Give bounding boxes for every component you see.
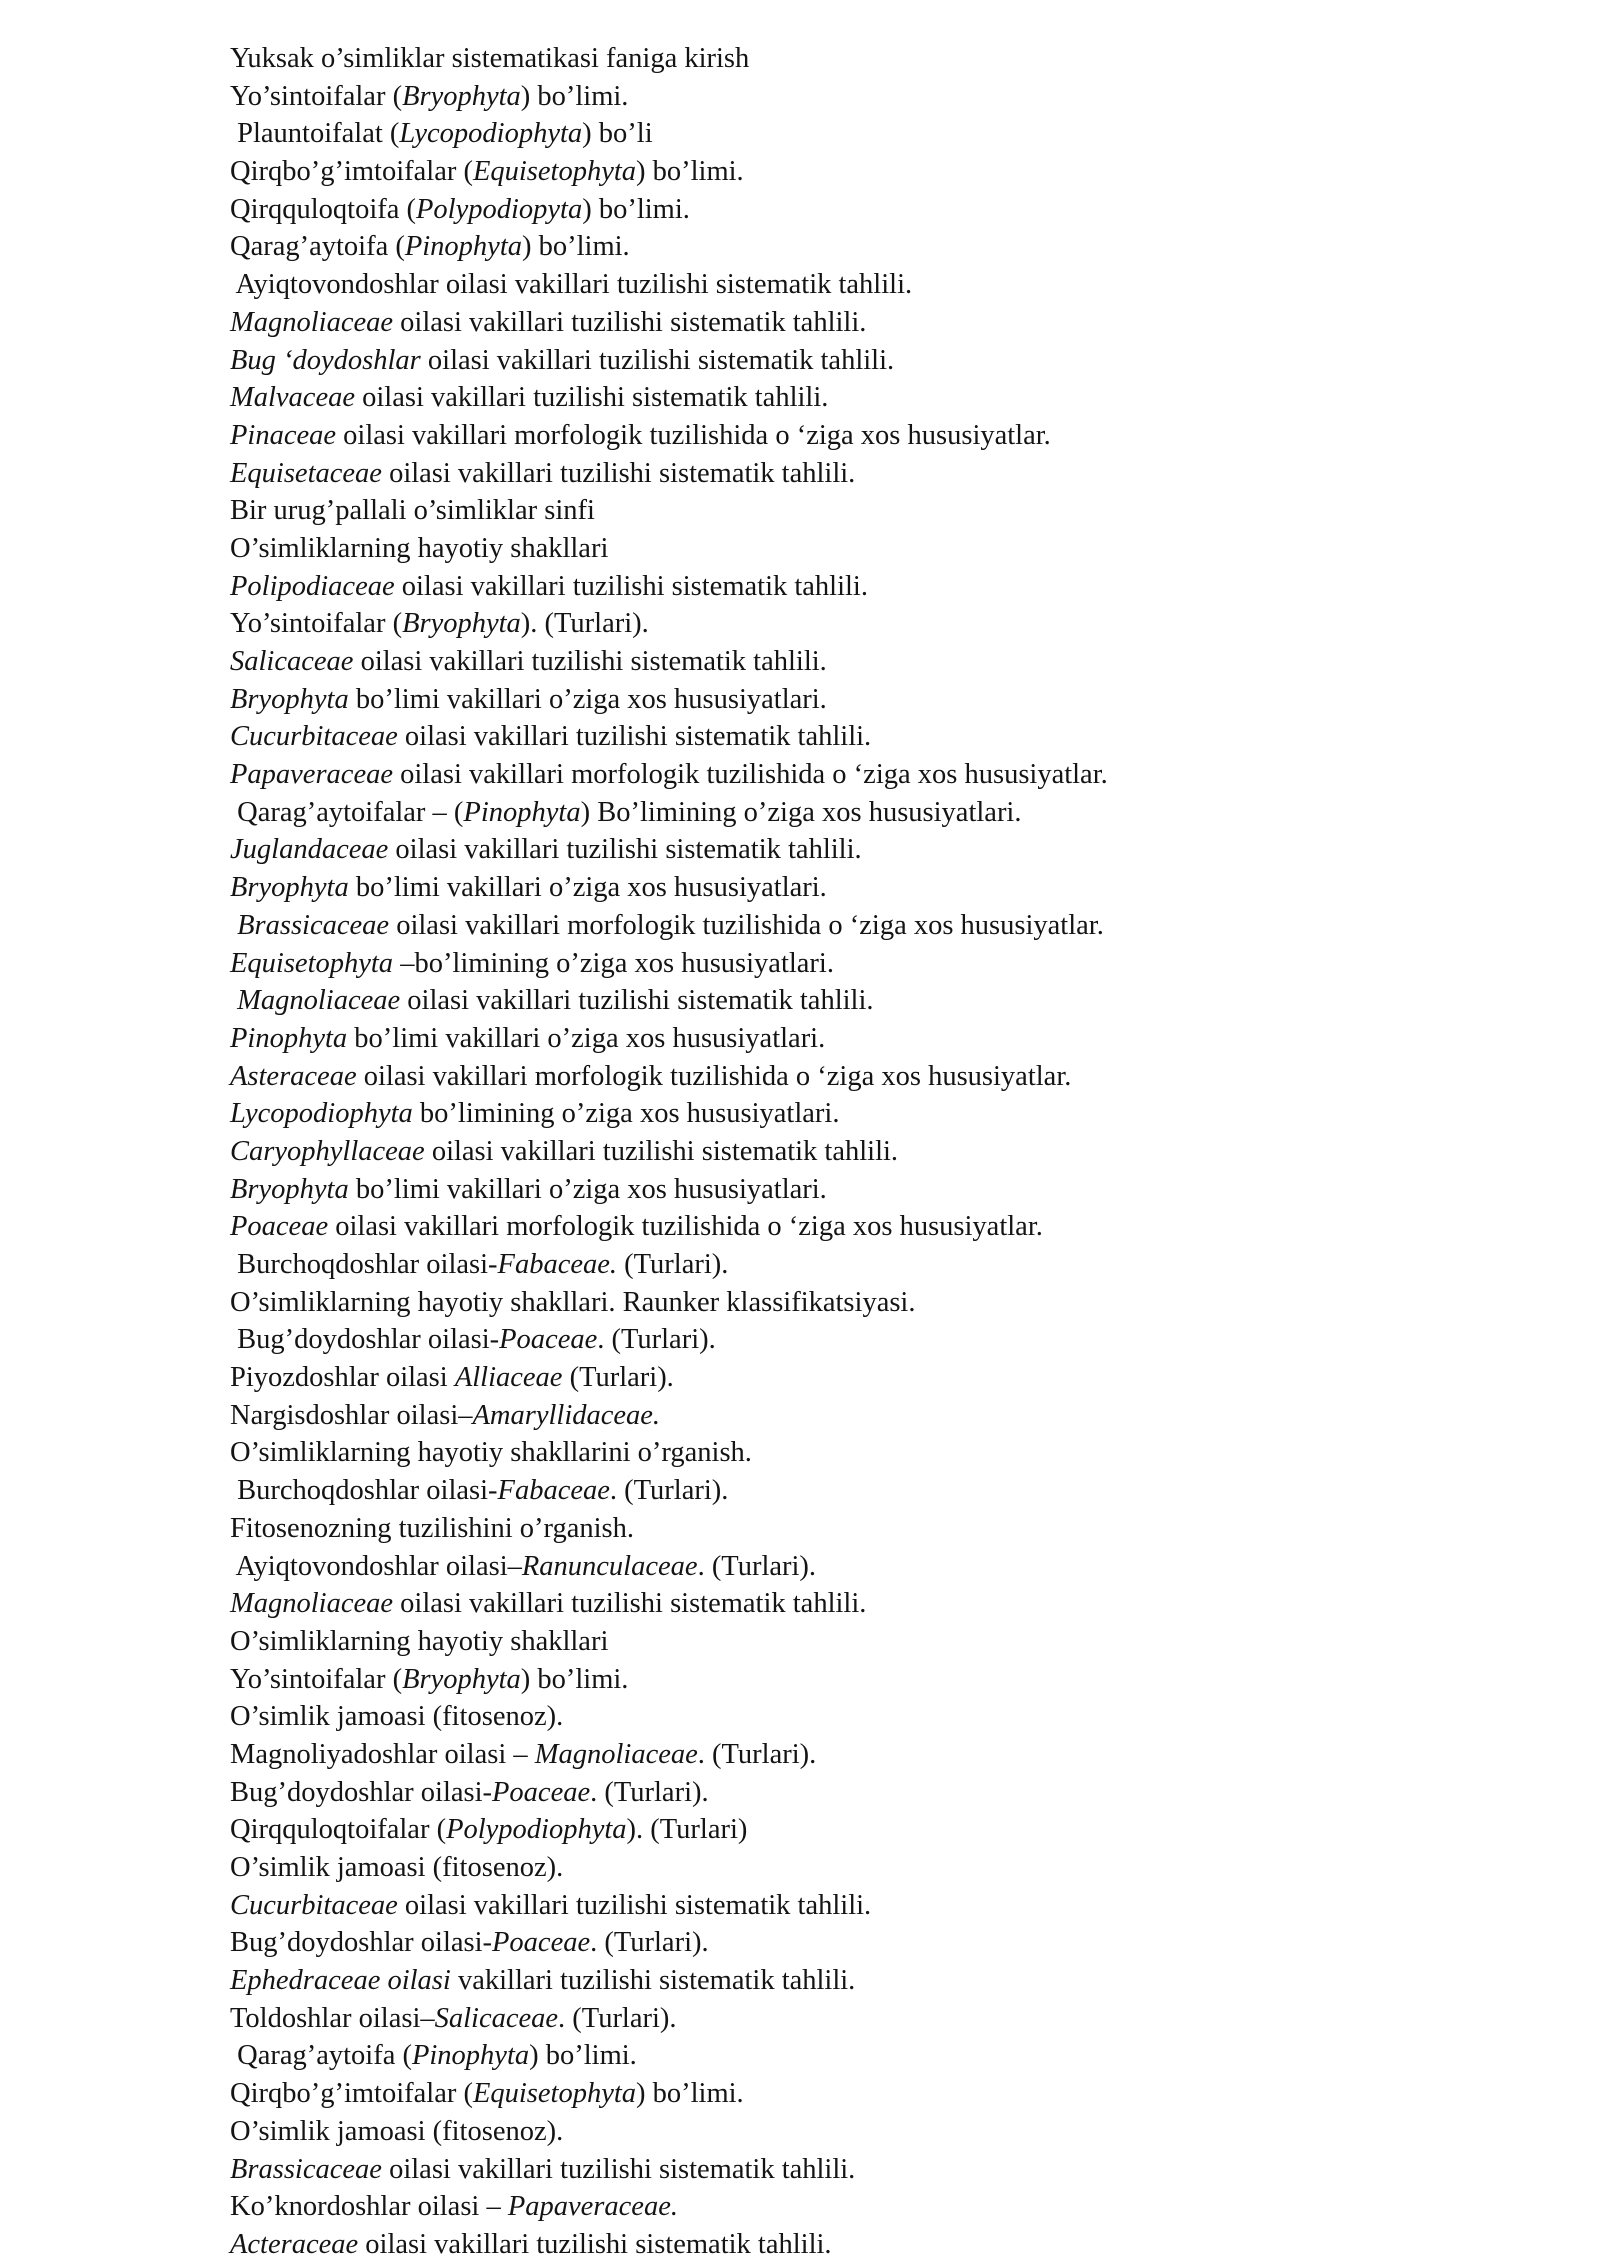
topic-line [230, 1472, 1530, 1510]
latin-name-text: Salicaceae [230, 646, 354, 677]
topic-line [230, 568, 1530, 606]
latin-name-text: Magnoliaceae [534, 1738, 698, 1770]
topic-text: Burchoqdoshlar oilasi- [230, 1475, 498, 1507]
topic-line [230, 342, 1530, 380]
topic-line [230, 681, 1530, 719]
topic-line [230, 304, 1530, 342]
topic-text: Bug’doydoshlar oilasi- [230, 1324, 500, 1356]
topic-line [230, 756, 1530, 794]
topic-text: ). (Turlari). [520, 608, 649, 640]
topic-line [230, 1208, 1530, 1246]
latin-name-text: Magnoliaceae [237, 985, 401, 1017]
topic-text: bo’limining o’ziga xos hususiyatlari. [412, 1098, 840, 1130]
topic-text: ) bo’limi. [582, 193, 690, 225]
topic-text: oilasi vakillari tuzilishi sistematik tahlili. [381, 457, 856, 489]
topic-text: . (Turlari). [597, 1324, 716, 1356]
topic-text: ) bo’limi. [520, 1663, 629, 1695]
latin-name-text: Bryophyta [230, 872, 349, 904]
topic-text: O’simliklarning hayotiy shakllari. Raunker klassifikatsiyasi. [230, 1286, 916, 1318]
latin-name-text: Poaceae [492, 1927, 591, 1959]
topic-line [230, 2188, 1530, 2226]
topic-line [230, 794, 1530, 832]
topic-line [230, 982, 1530, 1020]
topic-line [230, 1736, 1530, 1774]
latin-name-text: Ephedraceae oilasi [230, 1965, 451, 1997]
topic-line [230, 1623, 1530, 1661]
topic-line [230, 40, 1530, 78]
topic-line [230, 869, 1530, 907]
latin-name-text: Pinophyta [463, 796, 581, 828]
topic-line [230, 1246, 1530, 1284]
topic-text: Piyozdoshlar oilasi [230, 1362, 455, 1394]
latin-name-text: Magnoliaceae [230, 306, 394, 338]
topic-text: . (Turlari). [558, 2002, 677, 2034]
latin-name-text: Bryophyta [402, 80, 521, 112]
latin-name-text: Brassicaceae [230, 2153, 382, 2185]
topic-text: Ayiqtovondoshlar oilasi– [230, 1550, 522, 1582]
latin-name-text: Bryophyta [402, 608, 521, 640]
topic-text: Qirqbo’g’imtoifalar ( [230, 2078, 473, 2110]
topic-line [230, 1058, 1530, 1096]
topic-line [230, 1661, 1530, 1699]
latin-name-text: Acteraceae [230, 2228, 359, 2260]
latin-name-text: Brassicaceae [237, 909, 390, 941]
topic-text: . (Turlari). [697, 1738, 817, 1770]
latin-name-text: Pinaceae [230, 419, 337, 451]
topic-line [230, 2037, 1530, 2075]
topic-text: oilasi vakillari morfologik tuzilishida o ‘ziga xos hususiyatlar. [393, 759, 1108, 791]
topic-line [230, 1924, 1530, 1962]
latin-name-text: Juglandaceae [230, 834, 389, 866]
topic-line [230, 1962, 1530, 2000]
topic-line [230, 115, 1530, 153]
topic-list [230, 40, 1530, 2264]
latin-name-text: Papaveraceae. [507, 2191, 678, 2223]
topic-text: oilasi vakillari morfologik tuzilishida o ‘ziga xos hususiyatlar. [356, 1060, 1072, 1092]
topic-line [230, 1133, 1530, 1171]
topic-text: . (Turlari). [697, 1550, 817, 1582]
topic-line [230, 455, 1530, 493]
topic-text: ) bo’limi. [636, 2078, 744, 2110]
topic-text: . (Turlari). [590, 1776, 709, 1808]
latin-name-text: Equisetaceae [230, 457, 382, 489]
topic-text: bo’limi vakillari o’ziga xos hususiyatlari. [348, 872, 827, 904]
topic-text: Burchoqdoshlar oilasi- [230, 1249, 498, 1280]
topic-line [230, 153, 1530, 191]
topic-text: Bug’doydoshlar oilasi- [230, 1776, 493, 1808]
topic-text: Yuksak o’simliklar sistematikasi faniga kirish [230, 43, 750, 74]
latin-name-text: Caryophyllaceae [230, 1135, 425, 1167]
latin-name-text: Fabaceae [497, 1475, 610, 1507]
topic-line [230, 1434, 1530, 1472]
topic-line [230, 2113, 1530, 2151]
topic-text: Qarag’aytoifa ( [230, 2040, 412, 2072]
latin-name-text: Ranunculaceae [521, 1550, 698, 1582]
topic-text: ) bo’li [582, 118, 653, 150]
latin-name-text: Bryophyta [402, 1663, 521, 1695]
latin-name-text: Salicaceae [434, 2002, 559, 2034]
latin-name-text: Pinophyta [230, 1022, 348, 1054]
latin-name-text: Equisetophyta [472, 156, 637, 188]
topic-line [230, 1585, 1530, 1623]
topic-text: oilasi vakillari tuzilishi sistematik tahlili. [353, 646, 827, 677]
topic-text: oilasi vakillari tuzilishi sistematik tahlili. [420, 344, 895, 376]
latin-name-text: Polypodiophyta [446, 1814, 627, 1846]
topic-text: O’simliklarning hayotiy shakllarini o’rganish. [230, 1437, 752, 1469]
topic-text: Qarag’aytoifa ( [230, 231, 405, 263]
topic-text: Bir urug’pallali o’simliklar sinfi [230, 495, 595, 527]
topic-text: O’simliklarning hayotiy shakllari [230, 532, 609, 564]
topic-line [230, 78, 1530, 116]
topic-text: O’simlik jamoasi (fitosenoz). [230, 1701, 564, 1733]
topic-line [230, 718, 1530, 756]
topic-text: oilasi vakillari tuzilishi sistematik tahlili. [393, 1588, 867, 1620]
topic-text: bo’limi vakillari o’ziga xos hususiyatlari. [347, 1022, 826, 1054]
topic-text: Plauntoifalat ( [230, 118, 400, 150]
topic-line [230, 1397, 1530, 1435]
latin-name-text: Malvaceae [230, 382, 356, 414]
topic-text: oilasi vakillari tuzilishi sistematik tahlili. [397, 721, 872, 753]
topic-text: oilasi vakillari morfologik tuzilishida o ‘ziga xos hususiyatlar. [328, 1211, 1043, 1243]
topic-line [230, 1020, 1530, 1058]
topic-line [230, 2000, 1530, 2038]
topic-line [230, 1095, 1530, 1133]
topic-text: oilasi vakillari tuzilishi sistematik tahlili. [381, 2153, 856, 2185]
topic-text: Qirqquloqtoifalar ( [230, 1814, 447, 1846]
topic-line [230, 1811, 1530, 1849]
topic-text: Ayiqtovondoshlar oilasi vakillari tuzilishi sistematik tahlili. [230, 269, 913, 301]
latin-name-text: Bryophyta [230, 1173, 349, 1205]
topic-text: (Turlari). [562, 1362, 674, 1394]
topic-text: ) bo’limi. [636, 156, 744, 188]
topic-text: Yo’sintoifalar ( [230, 608, 403, 640]
topic-text: ) bo’limi. [529, 2040, 637, 2072]
topic-text: (Turlari). [617, 1249, 729, 1280]
latin-name-text: Bryophyta [230, 683, 349, 715]
topic-text: oilasi vakillari tuzilishi sistematik tahlili. [393, 306, 867, 338]
topic-line [230, 228, 1530, 266]
latin-name-text: Polypodiopyta [416, 193, 583, 225]
latin-name-text: Equisetophyta [472, 2078, 637, 2110]
topic-text: oilasi vakillari tuzilishi sistematik tahlili. [388, 834, 862, 866]
topic-line [230, 2226, 1530, 2264]
latin-name-text: Polipodiaceae [230, 570, 395, 602]
topic-text: Toldoshlar oilasi– [230, 2002, 435, 2034]
topic-text: oilasi vakillari tuzilishi sistematik tahlili. [400, 985, 874, 1017]
topic-line [230, 605, 1530, 643]
latin-name-text: Asteraceae [230, 1060, 357, 1092]
topic-line [230, 1359, 1530, 1397]
topic-line [230, 907, 1530, 945]
topic-text: ) bo’limi. [522, 231, 630, 263]
latin-name-text: Papaveraceae [230, 759, 393, 791]
topic-text: vakillari tuzilishi sistematik tahlili. [450, 1965, 856, 1997]
latin-name-text: Alliaceae [454, 1362, 563, 1394]
topic-line [230, 643, 1530, 681]
topic-text: Qirqbo’g’imtoifalar ( [230, 156, 473, 188]
topic-text: bo’limi vakillari o’ziga xos hususiyatlari. [348, 683, 827, 715]
latin-name-text: Pinophyta [411, 2040, 530, 2072]
topic-line [230, 945, 1530, 983]
topic-line [230, 831, 1530, 869]
latin-name-text: Magnoliaceae [230, 1588, 394, 1620]
latin-name-text: Lycopodiophyta [399, 118, 583, 150]
topic-text: oilasi vakillari tuzilishi sistematik tahlili. [355, 382, 829, 414]
latin-name-text: Poaceae [230, 1211, 329, 1243]
topic-line [230, 379, 1530, 417]
topic-text: oilasi vakillari tuzilishi sistematik tahlili. [397, 1889, 872, 1921]
topic-text: O’simlik jamoasi (fitosenoz). [230, 1852, 564, 1883]
topic-text: oilasi vakillari morfologik tuzilishida o ‘ziga xos hususiyatlar. [389, 909, 1104, 941]
topic-text: ). (Turlari) [626, 1814, 748, 1846]
topic-line [230, 1774, 1530, 1812]
topic-line [230, 266, 1530, 304]
topic-line [230, 2151, 1530, 2189]
topic-text: Fitosenozning tuzilishini o’rganish. [230, 1512, 634, 1544]
topic-text: O’simlik jamoasi (fitosenoz). [230, 2115, 564, 2147]
topic-line [230, 1548, 1530, 1586]
topic-line [230, 1698, 1530, 1736]
topic-text: . (Turlari). [590, 1927, 709, 1959]
latin-name-text: Cucurbitaceae [230, 1889, 398, 1921]
topic-text: oilasi vakillari tuzilishi sistematik tahlili. [358, 2228, 832, 2260]
topic-line [230, 530, 1530, 568]
topic-line [230, 2075, 1530, 2113]
latin-name-text: Lycopodiophyta [230, 1098, 413, 1130]
latin-name-text: Poaceae [499, 1324, 598, 1356]
topic-text: O’simliklarning hayotiy shakllari [230, 1625, 609, 1657]
latin-name-text: Pinophyta [404, 231, 523, 263]
topic-text: Yo’sintoifalar ( [230, 1663, 403, 1695]
topic-text: Qirqquloqtoifa ( [230, 193, 417, 225]
latin-name-text: Fabaceae. [497, 1249, 618, 1280]
topic-text: Magnoliyadoshlar oilasi – [230, 1738, 535, 1770]
topic-line [230, 417, 1530, 455]
latin-name-text: Bug ‘doydoshlar [230, 344, 421, 376]
topic-text: oilasi vakillari tuzilishi sistematik tahlili. [424, 1135, 899, 1167]
topic-text: Nargisdoshlar oilasi– [230, 1399, 473, 1431]
topic-text: Ko’knordoshlar oilasi – [230, 2191, 508, 2223]
topic-text: oilasi vakillari morfologik tuzilishida o ‘ziga xos hususiyatlar. [336, 419, 1051, 451]
latin-name-text: Poaceae [492, 1776, 591, 1808]
topic-text: Qarag’aytoifalar – ( [230, 796, 464, 828]
topic-line [230, 1284, 1530, 1322]
topic-text: . (Turlari). [609, 1475, 729, 1507]
topic-text: Bug’doydoshlar oilasi- [230, 1927, 493, 1959]
latin-name-text: Equisetophyta [230, 947, 394, 979]
latin-name-text: Amaryllidaceae. [472, 1399, 661, 1431]
topic-line [230, 191, 1530, 229]
topic-text: ) bo’limi. [520, 80, 629, 112]
topic-line [230, 1849, 1530, 1887]
topic-line [230, 492, 1530, 530]
topic-text: bo’limi vakillari o’ziga xos hususiyatlari. [348, 1173, 827, 1205]
topic-line [230, 1321, 1530, 1359]
latin-name-text: Cucurbitaceae [230, 721, 398, 753]
topic-line [230, 1510, 1530, 1548]
topic-text: Yo’sintoifalar ( [230, 80, 403, 112]
topic-text: ) Bo’limining o’ziga xos hususiyatlari. [580, 796, 1022, 828]
topic-line [230, 1171, 1530, 1209]
topic-text: oilasi vakillari tuzilishi sistematik tahlili. [394, 570, 868, 602]
topic-line [230, 1887, 1530, 1925]
topic-text: –bo’limining o’ziga xos hususiyatlari. [393, 947, 834, 979]
